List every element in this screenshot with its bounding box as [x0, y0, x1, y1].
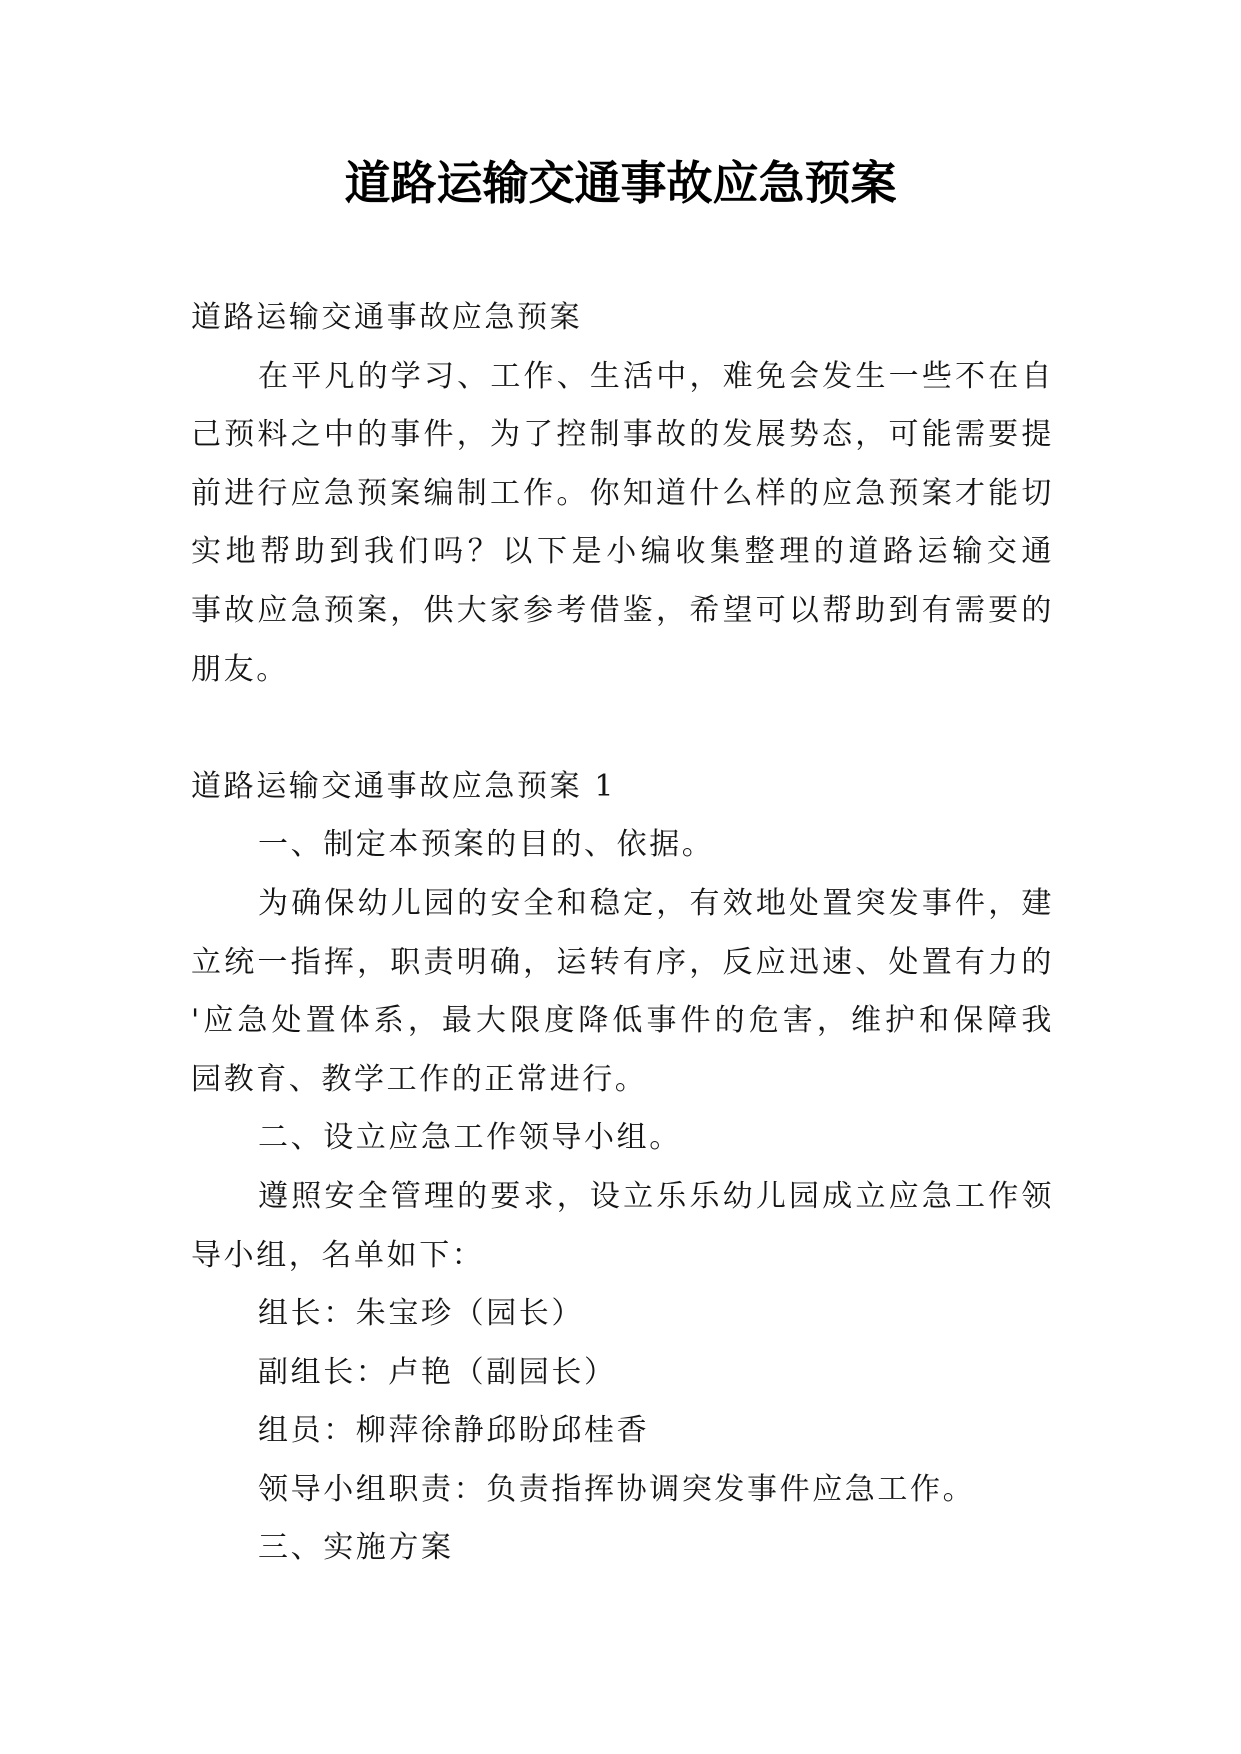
text-line: 前进行应急预案编制工作。你知道什么样的应急预案才能切 — [191, 475, 1054, 511]
text-line: 组长：朱宝珍（园长） — [258, 1296, 584, 1332]
section-heading — [191, 758, 1054, 817]
text-line: 道路运输交通事故应急预案 1 — [191, 768, 617, 804]
text-line: 三、实施方案 — [258, 1530, 454, 1566]
text-line: 园教育、教学工作的正常进行。 — [191, 1061, 648, 1097]
text-line: 实地帮助到我们吗？以下是小编收集整理的道路运输交通 — [191, 534, 1054, 570]
paragraph — [191, 875, 1054, 1109]
text-line: 组员：柳萍徐静邱盼邱桂香 — [258, 1413, 650, 1449]
text-line: 立统一指挥，职责明确，运转有序，反应迅速、处置有力的 — [191, 944, 1054, 980]
document-title: 道路运输交通事故应急预案 — [344, 156, 897, 210]
text-line: 二、设立应急工作领导小组。 — [258, 1120, 682, 1156]
paragraph — [191, 1402, 1054, 1461]
text-line: 副组长：卢艳（副园长） — [258, 1354, 617, 1390]
text-line: 导小组，名单如下： — [191, 1237, 485, 1273]
paragraph — [191, 348, 1054, 700]
text-line: 领导小组职责：负责指挥协调突发事件应急工作。 — [258, 1471, 976, 1507]
paragraph — [191, 1519, 1054, 1578]
paragraph — [191, 1168, 1054, 1285]
text-line: 遵照安全管理的要求，设立乐乐幼儿园成立应急工作领 — [258, 1178, 1054, 1214]
text-line: 为确保幼儿园的安全和稳定，有效地处置突发事件，建 — [258, 885, 1054, 921]
text-line: 己预料之中的事件，为了控制事故的发展势态，可能需要提 — [191, 417, 1054, 453]
paragraph — [191, 1109, 1054, 1168]
section-heading — [191, 289, 1054, 348]
text-line: 道路运输交通事故应急预案 — [191, 300, 583, 335]
document-body — [191, 289, 1054, 1578]
paragraph — [191, 1461, 1054, 1520]
text-line: 朋友。 — [191, 651, 289, 687]
paragraph — [191, 1285, 1054, 1344]
text-line: 事故应急预案，供大家参考借鉴，希望可以帮助到有需要的 — [191, 592, 1054, 628]
paragraph — [191, 816, 1054, 875]
text-line: 在平凡的学习、工作、生活中，难免会发生一些不在自 — [258, 358, 1054, 394]
text-line: '应急处置体系，最大限度降低事件的危害，维护和保障我 — [191, 1003, 1054, 1039]
paragraph — [191, 1344, 1054, 1403]
text-line: 一、制定本预案的目的、依据。 — [258, 827, 715, 863]
